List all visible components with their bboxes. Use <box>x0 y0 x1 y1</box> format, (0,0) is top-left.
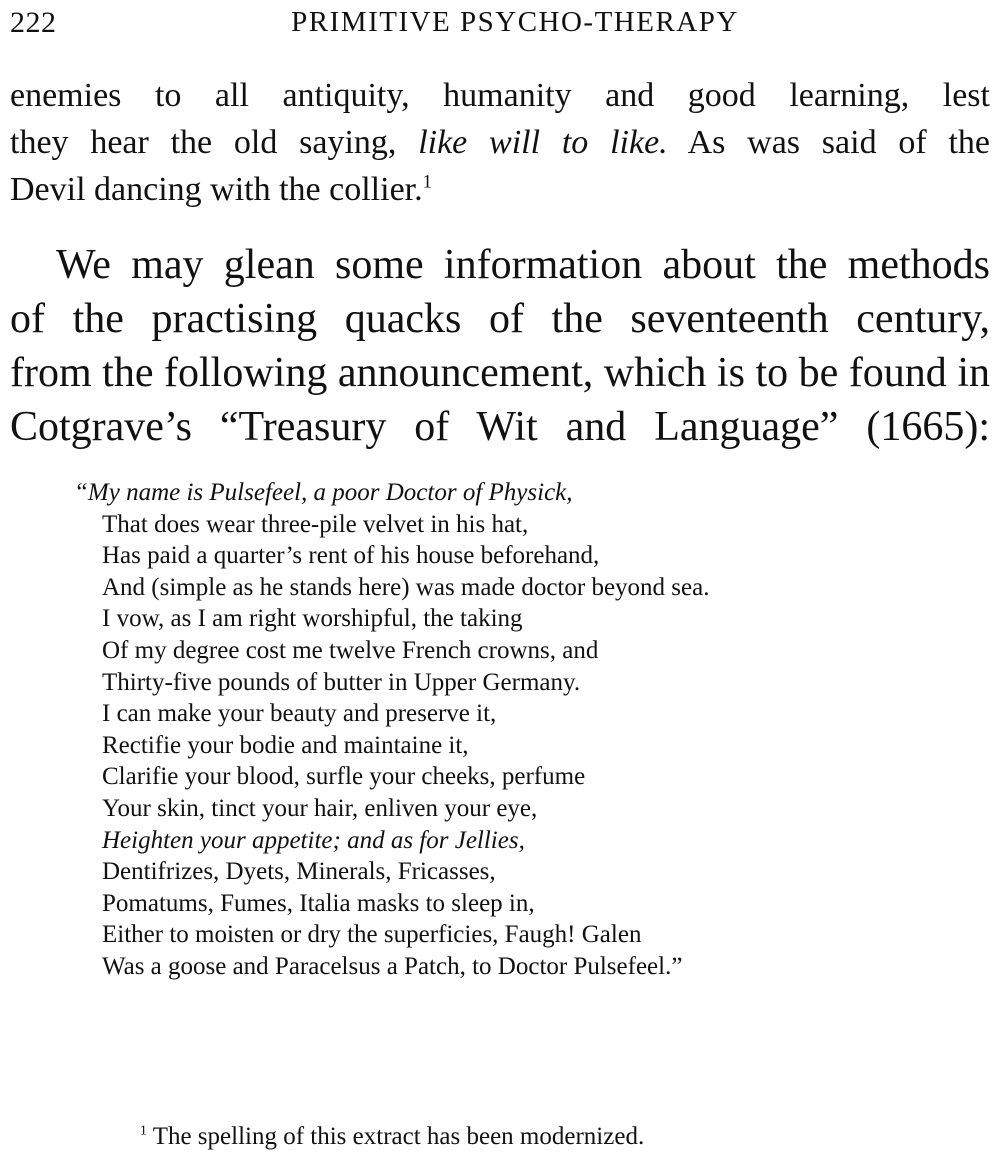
text-segment: As was said of the <box>667 124 990 161</box>
verse-line: Rectifie your bodie and maintaine it, <box>102 731 469 759</box>
verse-line: Dentifrizes, Dyets, Minerals, Fricasses, <box>102 858 496 886</box>
verse-line: Either to moisten or dry the superficies, Faugh! Galen <box>102 921 642 949</box>
verse-line: Pomatums, Fumes, Italia masks to sleep in, <box>102 889 535 917</box>
text-line <box>10 166 990 213</box>
footnote-marker: 1 <box>422 171 432 193</box>
verse-line: And (simple as he stands here) was made doctor beyond sea. <box>102 573 710 601</box>
text-line: We may glean some information about the methods <box>56 242 990 288</box>
verse-line: Has paid a quarter’s rent of his house beforehand, <box>102 542 600 570</box>
italic-phrase: like will to like. <box>418 124 668 161</box>
verse-line: “My name is Pulsefeel, a poor Doctor of Physick, <box>74 479 573 506</box>
verse-line: Was a goose and Paracelsus a Patch, to Doctor Pulsefeel.” <box>102 952 683 980</box>
text-line: of the practising quacks of the seventeenth century, <box>10 296 990 342</box>
text-line <box>10 119 990 166</box>
footnote <box>140 1122 644 1152</box>
text-line: Cotgrave’s “Treasury of Wit and Language” (1665): <box>10 404 990 450</box>
text-line: enemies to all antiquity, humanity and good learning, lest <box>10 77 990 114</box>
running-head <box>10 6 990 46</box>
continued-paragraph <box>10 72 990 213</box>
verse-line: Your skin, tinct your hair, enliven your eye, <box>102 794 538 822</box>
verse-line: Thirty-five pounds of butter in Upper Germany. <box>102 668 581 696</box>
main-paragraph <box>10 238 990 454</box>
verse-quotation <box>74 477 974 983</box>
page-number: 222 <box>10 6 57 39</box>
verse-line: That does wear three-pile velvet in his hat, <box>102 510 529 538</box>
running-title: PRIMITIVE PSYCHO-THERAPY <box>291 6 739 38</box>
verse-line: Of my degree cost me twelve French crowns, and <box>102 636 599 664</box>
verse-line: I vow, as I am right worshipful, the taking <box>102 605 523 633</box>
verse-line: Heighten your appetite; and as for Jellies, <box>102 826 525 854</box>
text-line: from the following announcement, which is to be found in <box>10 350 990 396</box>
text-segment: Devil dancing with the collier. <box>10 171 423 208</box>
text-segment: they hear the old saying, <box>10 124 419 161</box>
verse-line: Clarifie your blood, surfle your cheeks, perfume <box>102 763 586 791</box>
footnote-number: 1 <box>140 1122 147 1138</box>
verse-line: I can make your beauty and preserve it, <box>102 700 497 728</box>
footnote-text: The spelling of this extract has been modernized. <box>152 1123 645 1150</box>
